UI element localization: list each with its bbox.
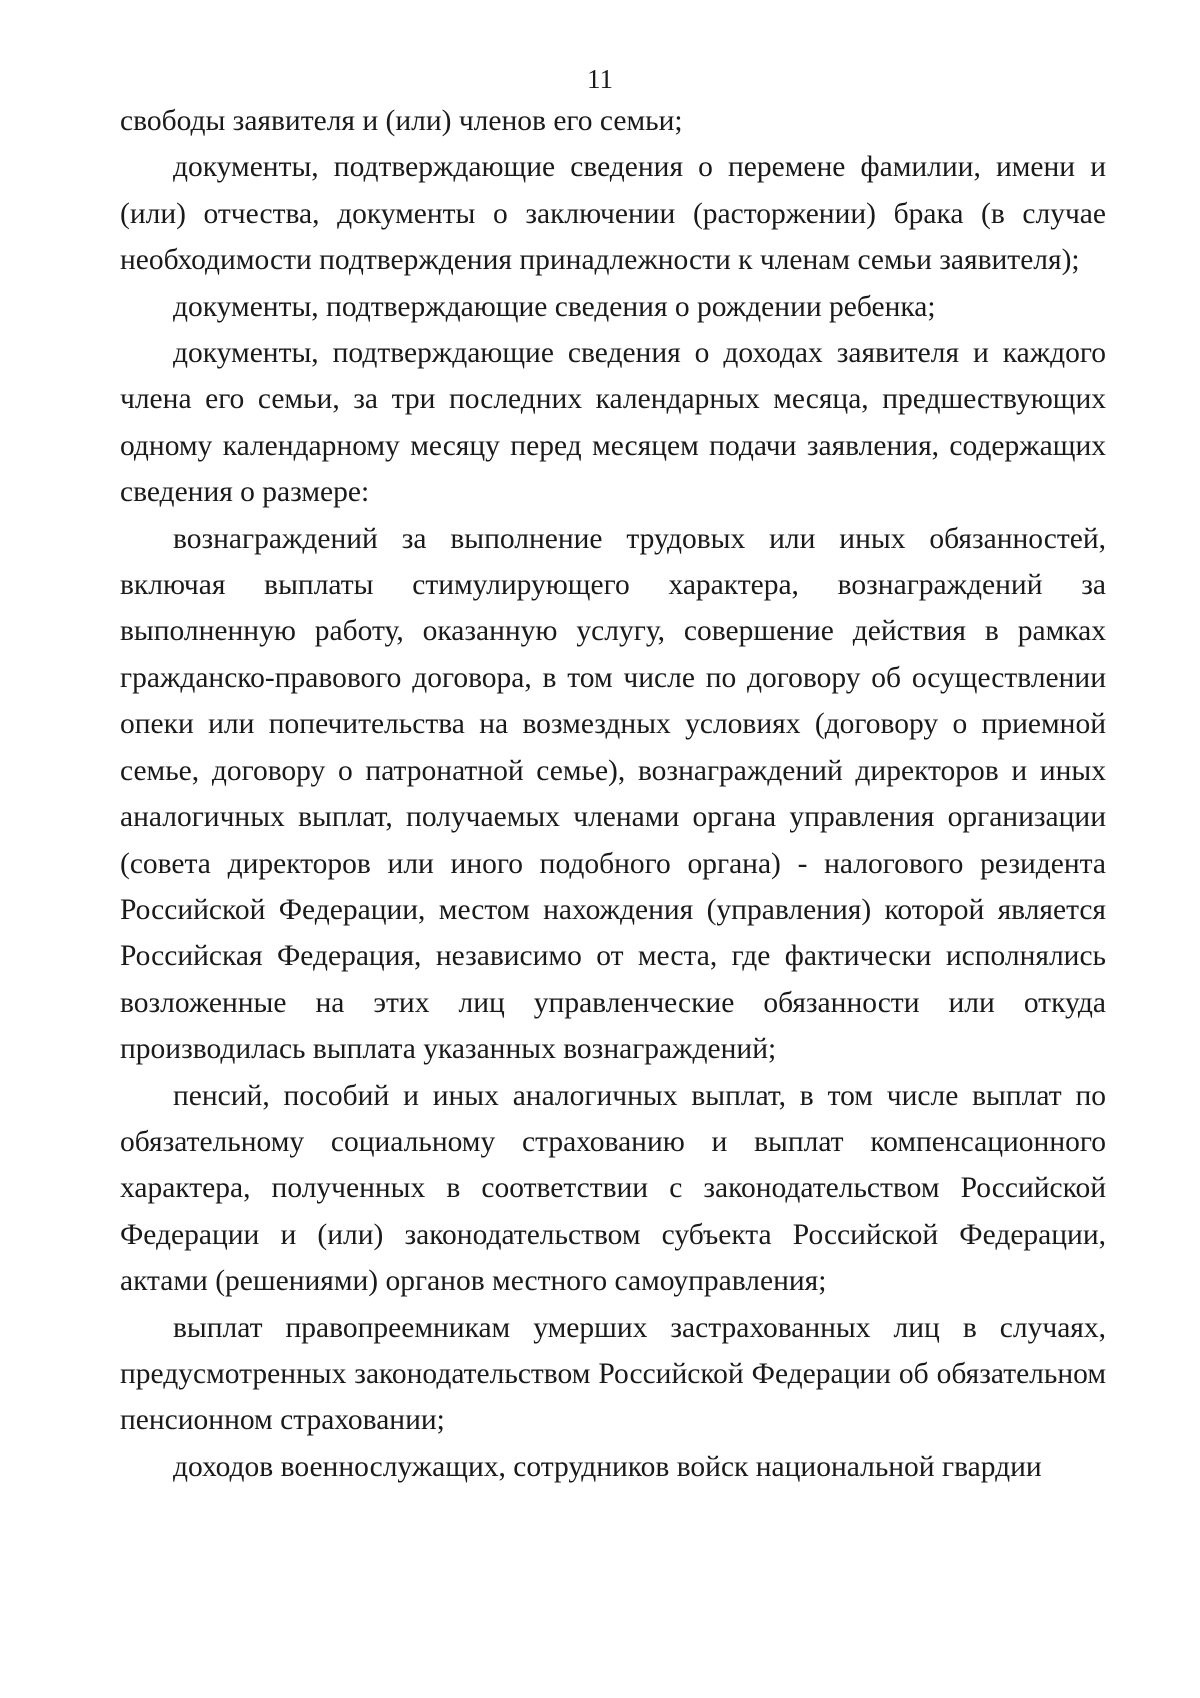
paragraph: вознаграждений за выполнение трудовых или иных обязанностей, включая выплаты стимулирующего характера, вознаграждений за выполненную работу, оказанную услугу, совершение действия в рамках гражданско-правового договора, в том числе по договору об осуществлении опеки или попечительства на возмездных условиях (договору о приемной семье, договору о патронатной семье), вознаграждений директоров и иных аналогичных выплат, получаемых членами органа управления организации (совета директоров или иного подобного органа) - налогового резидента Российской Федерации, местом нахождения (управления) которой является Российская Федерация, независимо от места, где фактически исполнялись возложенные на этих лиц управленческие обязанности или откуда производилась выплата указанных вознаграждений; [120, 522, 1106, 1066]
paragraph: документы, подтверждающие сведения о рождении ребенка; [173, 290, 936, 323]
paragraph: пенсий, пособий и иных аналогичных выплат, в том числе выплат по обязательному социальному страхованию и выплат компенсационного характера, полученных в соответствии с законодательством Российской Федерации и (или) законодательством субъекта Российской Федерации, актами (решениями) органов местного самоуправления; [120, 1079, 1106, 1298]
document-body [120, 98, 1106, 1490]
page-number: 11 [587, 64, 613, 94]
paragraph: выплат правопреемникам умерших застрахованных лиц в случаях, предусмотренных законодательством Российской Федерации об обязательном пенсионном страховании; [120, 1311, 1106, 1437]
paragraph: доходов военнослужащих, сотрудников войск национальной гвардии [173, 1450, 1042, 1483]
paragraph: документы, подтверждающие сведения о перемене фамилии, имени и (или) отчества, документы о заключении (расторжении) брака (в случае необходимости подтверждения принадлежности к членам семьи заявителя); [120, 151, 1106, 277]
paragraph: документы, подтверждающие сведения о доходах заявителя и каждого члена его семьи, за три последних календарных месяца, предшествующих одному календарному месяцу перед месяцем подачи заявления, содержащих сведения о размере: [120, 337, 1106, 509]
paragraph: свободы заявителя и (или) членов его семьи; [120, 105, 683, 137]
